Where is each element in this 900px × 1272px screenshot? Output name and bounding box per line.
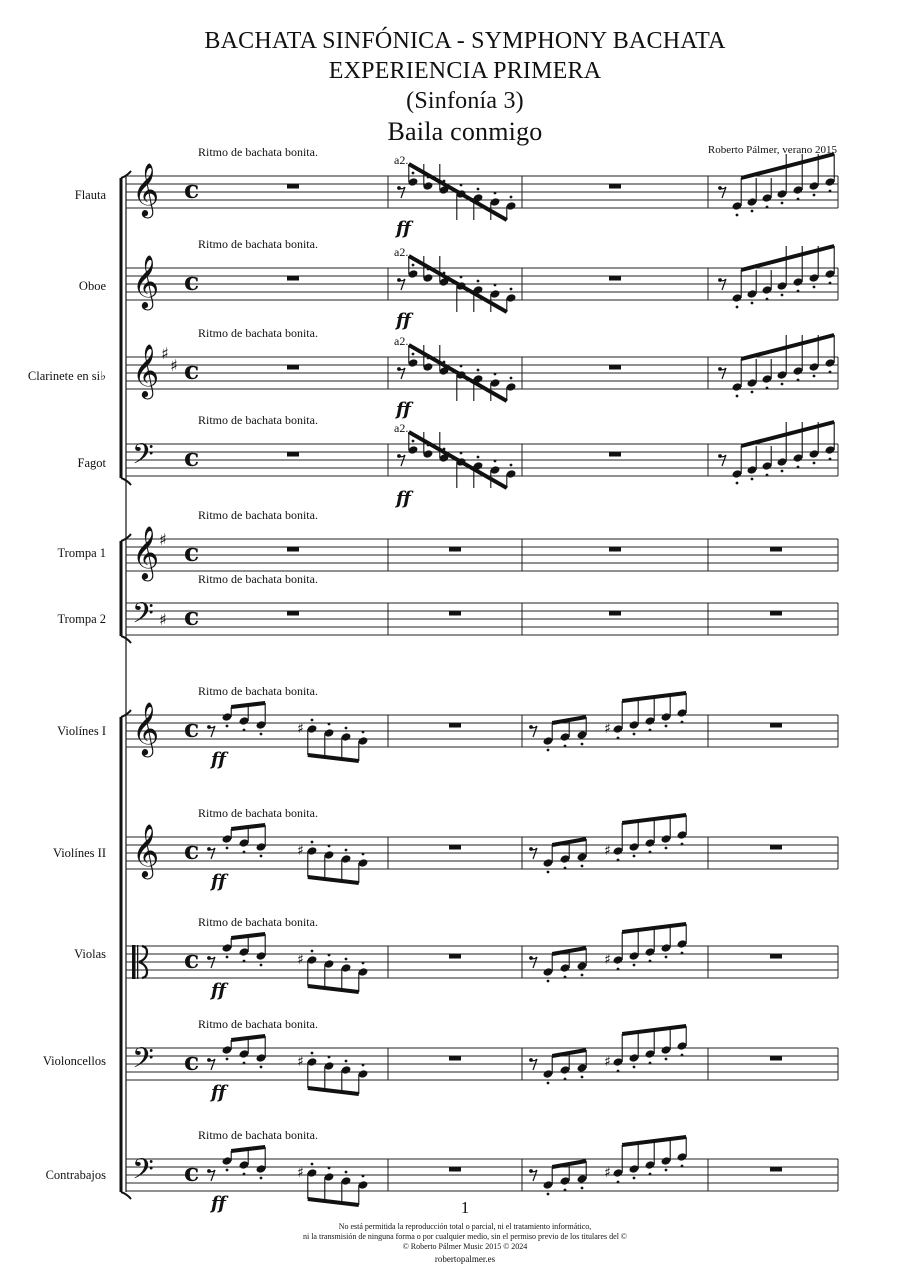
whole-rest-icon (770, 954, 782, 959)
time-signature: c (184, 945, 200, 974)
dynamic-ff: ff (211, 1193, 226, 1214)
whole-rest-icon (449, 1056, 461, 1061)
bass-clef-icon: 𝄢 (132, 1042, 154, 1082)
whole-rest-icon (449, 845, 461, 850)
sharp-icon: ♯ (161, 344, 169, 363)
tempo-marking: Ritmo de bachata bonita. (198, 145, 318, 159)
bass-clef-icon: 𝄢 (132, 438, 154, 478)
sharp-icon: ♯ (297, 952, 304, 968)
instrument-label: Trompa 1 (57, 546, 106, 560)
whole-rest-icon (770, 723, 782, 728)
beamed-note-group (222, 703, 267, 735)
beamed-note-group (613, 1137, 688, 1183)
title-line-2: EXPERIENCIA PRIMERA (328, 58, 602, 84)
whole-rest-icon (770, 547, 782, 552)
time-signature: c (184, 356, 200, 385)
instrument-label: Fagot (77, 456, 106, 470)
sharp-icon: ♯ (604, 1165, 611, 1181)
tempo-marking: Ritmo de bachata bonita. (198, 915, 318, 929)
whole-rest-icon (449, 723, 461, 728)
website: robertopalmer.es (434, 1254, 496, 1264)
beamed-note-group (613, 815, 688, 861)
whole-rest-icon (287, 611, 299, 616)
a2-marking: a2. (394, 245, 409, 259)
a2-marking: a2. (394, 421, 409, 435)
bass-clef-icon: 𝄢 (132, 1153, 154, 1193)
page-number: 1 (460, 1198, 470, 1217)
copyright-line-2: ni la transmisión de ninguna forma o por cualquier medio, sin el permiso previo de los titulares del © (302, 1232, 627, 1241)
title-line-1: BACHATA SINFÓNICA - SYMPHONY BACHATA (204, 28, 726, 54)
instrument-label: Violas (74, 947, 106, 961)
treble-clef-icon: 𝄞 (132, 525, 160, 579)
instrument-label: Flauta (74, 188, 106, 202)
instrument-label: Clarinete en si♭ (27, 369, 106, 383)
beamed-note-group (543, 717, 588, 751)
beamed-note-group (732, 335, 836, 397)
sharp-icon: ♯ (297, 843, 304, 859)
whole-rest-icon (770, 1056, 782, 1061)
staff (126, 572, 838, 637)
sharp-icon: ♯ (604, 721, 611, 737)
instrument-label: Oboe (78, 279, 106, 293)
treble-clef-icon: 𝄞 (132, 343, 160, 397)
whole-rest-icon (287, 365, 299, 370)
time-signature: c (184, 538, 200, 567)
sharp-icon: ♯ (170, 356, 178, 375)
beamed-note-group (732, 422, 836, 484)
beamed-note-group (732, 246, 836, 308)
copyright-line-1: No está permitida la reproducción total o parcial, ni el tratamiento informático, (338, 1222, 592, 1231)
beamed-note-group (222, 825, 267, 857)
time-signature: c (184, 1158, 200, 1187)
instrument-label: Trompa 2 (57, 612, 106, 626)
beamed-note-group (307, 719, 369, 761)
time-signature: c (184, 175, 200, 204)
tempo-marking: Ritmo de bachata bonita. (198, 806, 318, 820)
tempo-marking: Ritmo de bachata bonita. (198, 1128, 318, 1142)
tempo-marking: Ritmo de bachata bonita. (198, 326, 318, 340)
beamed-note-group (222, 1147, 267, 1179)
instrument-label: Violínes II (52, 846, 106, 860)
whole-rest-icon (609, 611, 621, 616)
staff (126, 1017, 838, 1082)
dynamic-ff: ff (396, 310, 411, 331)
sharp-icon: ♯ (604, 952, 611, 968)
bass-clef-icon: 𝄢 (132, 597, 154, 637)
beamed-note-group (307, 841, 369, 883)
a2-marking: a2. (394, 153, 409, 167)
staff (126, 508, 838, 581)
time-signature: c (184, 443, 200, 472)
beamed-note-group (222, 1036, 267, 1068)
whole-rest-icon (609, 547, 621, 552)
a2-marking: a2. (394, 334, 409, 348)
tempo-marking: Ritmo de bachata bonita. (198, 684, 318, 698)
sharp-icon: ♯ (604, 843, 611, 859)
sharp-icon: ♯ (297, 1054, 304, 1070)
beamed-note-group (732, 154, 836, 216)
beamed-note-group (543, 1050, 588, 1084)
beamed-note-group (543, 948, 588, 982)
sharp-icon: ♯ (297, 1165, 304, 1181)
whole-rest-icon (770, 845, 782, 850)
time-signature: c (184, 267, 200, 296)
whole-rest-icon (449, 1167, 461, 1172)
dynamic-ff: ff (396, 488, 411, 509)
whole-rest-icon (609, 276, 621, 281)
time-signature: c (184, 714, 200, 743)
whole-rest-icon (449, 954, 461, 959)
time-signature: c (184, 602, 200, 631)
tempo-marking: Ritmo de bachata bonita. (198, 237, 318, 251)
beamed-note-group (307, 950, 369, 992)
time-signature: c (184, 1047, 200, 1076)
whole-rest-icon (609, 365, 621, 370)
whole-rest-icon (770, 1167, 782, 1172)
tempo-marking: Ritmo de bachata bonita. (198, 508, 318, 522)
beamed-note-group (613, 693, 688, 739)
sharp-icon: ♯ (297, 721, 304, 737)
instrument-label: Contrabajos (45, 1168, 106, 1182)
beamed-note-group (613, 1026, 688, 1072)
dynamic-ff: ff (211, 1082, 226, 1103)
whole-rest-icon (609, 184, 621, 189)
treble-clef-icon: 𝄞 (132, 701, 160, 755)
whole-rest-icon (287, 184, 299, 189)
staff (126, 413, 838, 478)
whole-rest-icon (609, 452, 621, 457)
staff (126, 684, 838, 757)
treble-clef-icon: 𝄞 (132, 823, 160, 877)
whole-rest-icon (449, 611, 461, 616)
dynamic-ff: ff (211, 871, 226, 892)
dynamic-ff: ff (396, 218, 411, 239)
beamed-note-group (307, 1052, 369, 1094)
title-line-3: (Sinfonía 3) (406, 88, 524, 114)
beamed-note-group (222, 934, 267, 966)
whole-rest-icon (287, 452, 299, 457)
treble-clef-icon: 𝄞 (132, 162, 160, 216)
time-signature: c (184, 836, 200, 865)
dynamic-ff: ff (211, 980, 226, 1001)
beamed-note-group (543, 839, 588, 873)
copyright-line-3: © Roberto Pálmer Music 2015 © 2024 (402, 1242, 528, 1251)
whole-rest-icon (770, 611, 782, 616)
dynamic-ff: ff (211, 749, 226, 770)
staff (126, 915, 838, 979)
staff (126, 1128, 838, 1193)
tempo-marking: Ritmo de bachata bonita. (198, 1017, 318, 1031)
whole-rest-icon (449, 547, 461, 552)
tempo-marking: Ritmo de bachata bonita. (198, 572, 318, 586)
whole-rest-icon (287, 547, 299, 552)
staff (126, 806, 838, 879)
tempo-marking: Ritmo de bachata bonita. (198, 413, 318, 427)
beamed-note-group (543, 1161, 588, 1195)
whole-rest-icon (287, 276, 299, 281)
sharp-icon: ♯ (159, 530, 167, 549)
sharp-icon: ♯ (159, 610, 167, 629)
sharp-icon: ♯ (604, 1054, 611, 1070)
title-line-4: Baila conmigo (387, 117, 543, 146)
composer-credit: Roberto Pálmer, verano 2015 (707, 144, 837, 156)
treble-clef-icon: 𝄞 (132, 254, 160, 308)
beamed-note-group (613, 924, 688, 970)
dynamic-ff: ff (396, 399, 411, 420)
instrument-label: Violínes I (57, 724, 106, 738)
instrument-label: Violoncellos (42, 1054, 106, 1068)
